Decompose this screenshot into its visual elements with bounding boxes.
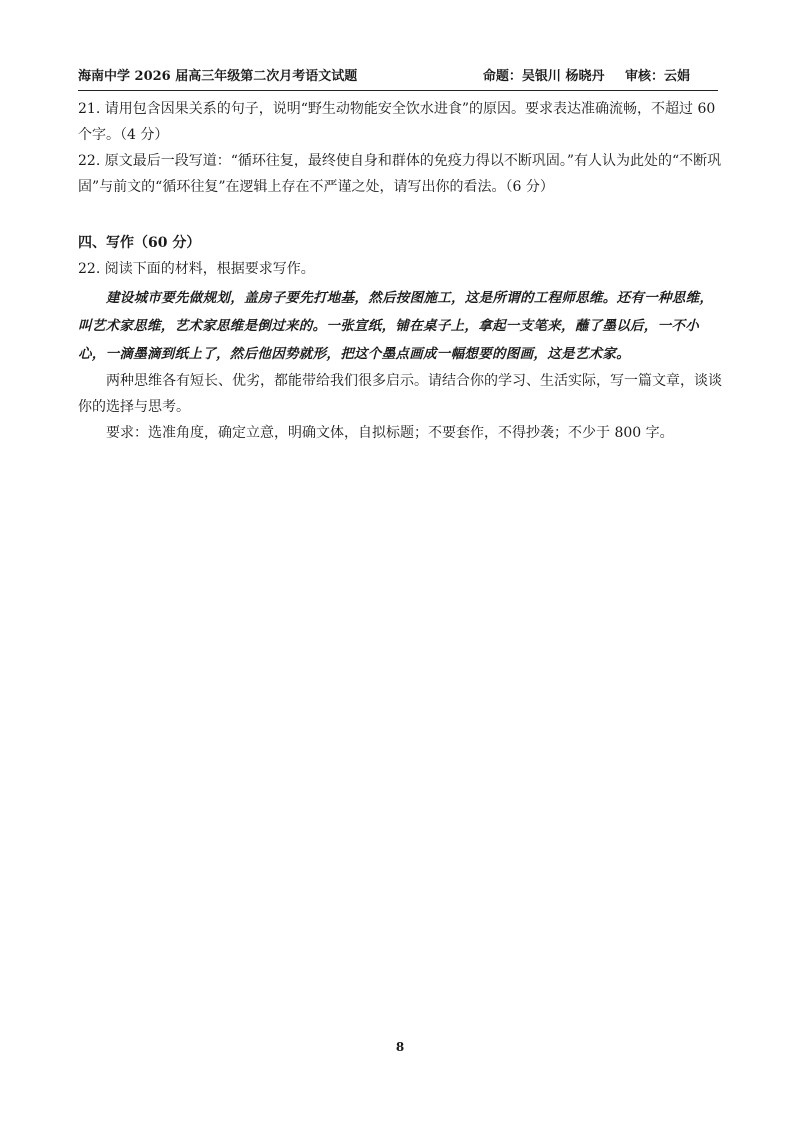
question-22: 22. 原文最后一段写道：“循环往复，最终使自身和群体的免疫力得以不断巩固。”有人认为此处的“不断巩固”与前文的“循环往复”在逻辑上存在不严谨之处，请写出你的看法。（6 分） (78, 153, 722, 195)
reviewer-credit: 审核：云娟 (624, 69, 690, 84)
writing-section-title: 四、写作（60 分） (78, 235, 201, 251)
exam-title: 海南中学 2026 届高三年级第二次月考语文试题 (78, 69, 358, 84)
writing-material: 建设城市要先做规划，盖房子要先打地基，然后按图施工，这是所谓的工程师思维。还有一种思维，叫艺术家思维，艺术家思维是倒过来的。一张宣纸，铺在桌子上，拿起一支笔来，蘸了墨以后，一不小心，一滴墨滴到纸上了，然后他因势就形，把这个墨点画成一幅想要的图画，这是艺术家。 (78, 290, 714, 362)
header-credits (467, 64, 690, 90)
writing-prompt: 22. 阅读下面的材料，根据要求写作。 (78, 261, 315, 277)
writing-requirements: 要求：选准角度，确定立意，明确文体，自拟标题；不要套作，不得抄袭；不少于 800 字。 (106, 425, 674, 441)
page-number: 8 (395, 1040, 405, 1054)
writing-instruction: 两种思维各有短长、优劣，都能带给我们很多启示。请结合你的学习、生活实际，写一篇文章，谈谈你的选择与思考。 (78, 373, 722, 415)
question-21: 21. 请用包含因果关系的句子，说明“野生动物能安全饮水进食”的原因。要求表达准确流畅，不超过 60 个字。（4 分） (78, 101, 716, 143)
setter-credit: 命题：吴银川 杨晓丹 (482, 69, 605, 84)
page-content (78, 96, 722, 446)
page-header (78, 64, 718, 91)
